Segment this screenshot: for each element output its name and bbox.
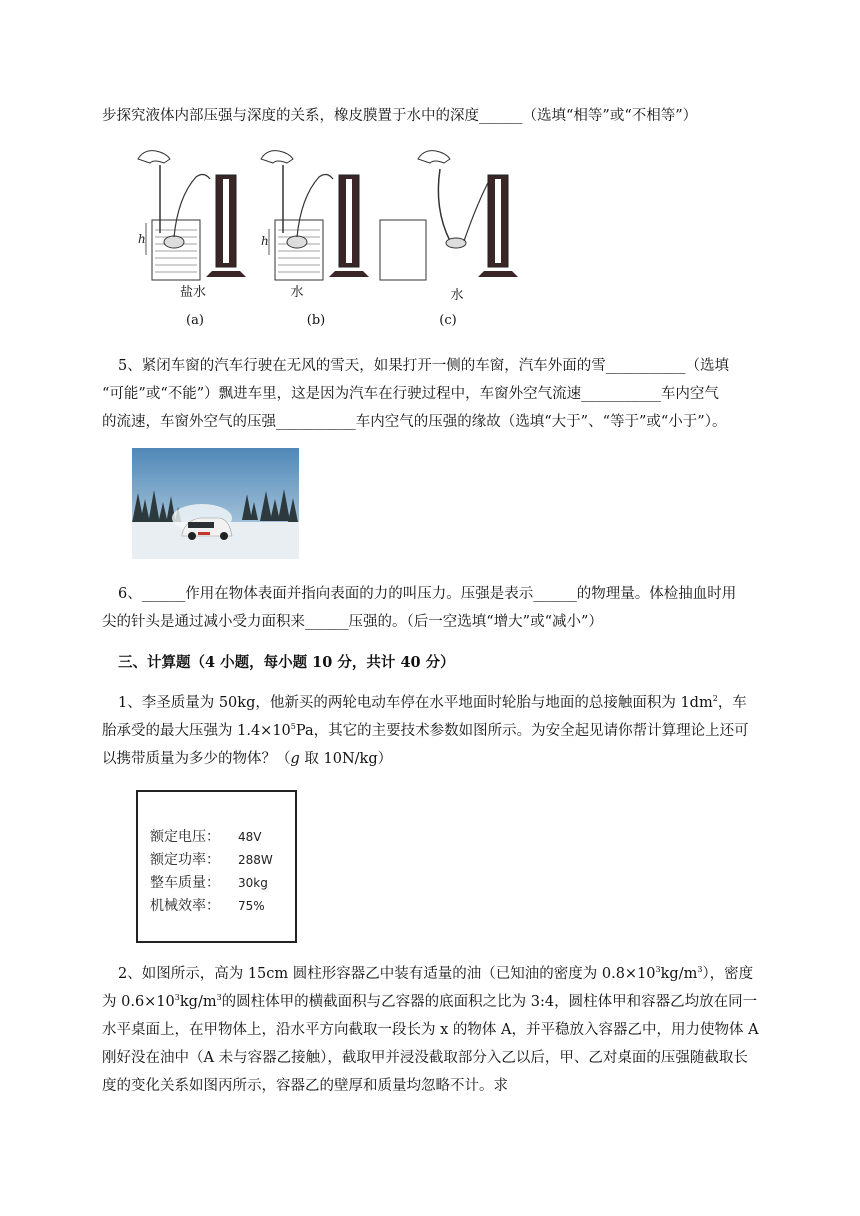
depth-label-b: h	[261, 234, 269, 248]
caption-c: (c)	[439, 313, 457, 328]
spec-row: 机械效率： 75%	[150, 898, 265, 914]
liquid-label-b: 水	[290, 285, 304, 300]
q4-tail-text: 步探究液体内部压强与深度的关系，橡皮膜置于水中的深度______（选填“相等”或“不相等”）	[102, 108, 698, 124]
section-3-heading: 三、计算题（4 小题，每小题 10 分，共计 40 分）	[118, 654, 455, 671]
caption-b: (b)	[306, 313, 326, 328]
pressure-gauge-figure	[130, 145, 530, 335]
spec-row: 额定功率： 288W	[150, 852, 273, 868]
spec-row: 额定电压： 48V	[150, 829, 262, 845]
liquid-label-a: 盐水	[179, 285, 206, 300]
setup-b	[261, 151, 369, 280]
calc-question-1: 1、李圣质量为 50kg，他新买的两轮电动车停在水平地面时轮胎与地面的总接触面积为 $1dm^2$，车 胎承受的最大压强为 $1.4\times 10^5Pa$，其它的主要技术参数如图所示。为安全起见请你帮计算理论上还可 以携带质量为多少的物体？（g 取 10N/kg）	[102, 694, 749, 767]
snow-car-photo	[132, 448, 299, 559]
spec-table	[136, 790, 297, 943]
calc-question-2: 2、如图所示，高为 15cm 圆柱形容器乙中装有适量的油（已知油的密度为 $0.8\times 10^3kg/m^3$），密度 为 $0.6\times 10^3kg/m^3$的圆柱体甲的横截面积与乙容器的底面积之比为 3:4，圆柱体甲和容器乙均放在同一 水平桌面上，在甲物体上，沿水平方向截取一段长为 x 的物体 A，并平稳放入容器乙中，用力使物体 A 刚好没在油中（A 未与容器乙接触），截取甲并浸没截取部分入乙以后，甲、乙对桌面的压强随截取长 度的变化关系如图丙所示，容器乙的壁厚和质量均忽略不计。求	[102, 965, 759, 1094]
setup-a	[138, 151, 246, 280]
depth-label-a: h	[138, 232, 146, 246]
caption-a: (a)	[186, 313, 204, 328]
setup-c	[380, 151, 518, 280]
liquid-label-c: 水	[450, 288, 464, 303]
question-5: 5、紧闭车窗的汽车行驶在无风的雪天，如果打开一侧的车窗，汽车外面的雪___________（选填 “可能”或“不能”）飘进车里，这是因为汽车在行驶过程中，车窗外空气流速___________车内空气 的流速，车窗外空气的压强___________车内空气的压强的缘故（选填“大于”、“等于”或“小于”）。	[102, 358, 729, 430]
question-6: 6、______作用在物体表面并指向表面的力的叫压力。压强是表示______的物理量。体检抽血时用 尖的针头是通过减小受力面积来______压强的。（后一空选填“增大”或“减小”）	[102, 586, 737, 630]
spec-row: 整车质量： 30kg	[150, 875, 268, 891]
